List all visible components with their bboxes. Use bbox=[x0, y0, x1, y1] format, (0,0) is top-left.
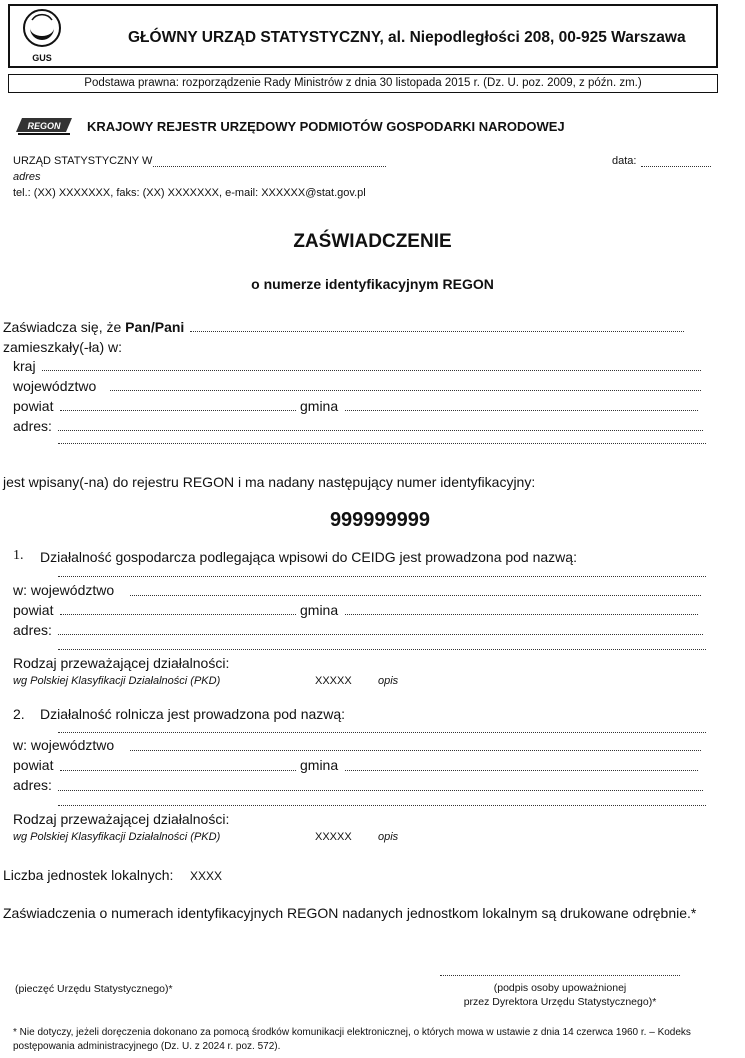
section2-address-dots-2 bbox=[58, 805, 706, 806]
section1-number: 1. bbox=[13, 548, 24, 563]
section2-name-dots bbox=[58, 732, 706, 733]
county-label: powiat bbox=[13, 398, 54, 414]
section2-county-dots bbox=[60, 770, 296, 771]
date-label: data: bbox=[612, 155, 637, 167]
certify-line bbox=[3, 319, 184, 335]
section2-county-label: powiat bbox=[13, 757, 54, 773]
section2-address-dots-1 bbox=[58, 790, 703, 791]
section1-voivodeship-label: w: województwo bbox=[13, 582, 115, 598]
section2-commune-label: gmina bbox=[300, 757, 339, 773]
commune-dots bbox=[345, 410, 698, 411]
section2-commune-dots bbox=[345, 770, 698, 771]
section2-title: Działalność rolnicza jest prowadzona pod nazwą: bbox=[40, 706, 346, 722]
office-contact: tel.: (XX) XXXXXXX, faks: (XX) XXXXXXX, e-mail: XXXXXX@stat.gov.pl bbox=[13, 187, 366, 199]
legal-basis: Podstawa prawna: rozporządzenie Rady Ministrów z dnia 30 listopada 2015 r. (Dz. U. poz. 2009, z późn. zm.) bbox=[8, 74, 718, 93]
signature-dots bbox=[440, 975, 680, 976]
address-dots-2 bbox=[58, 443, 706, 444]
section2-activity-label: Rodzaj przeważającej działalności: bbox=[13, 811, 230, 827]
local-units-value: XXXX bbox=[190, 869, 223, 883]
gus-logo bbox=[14, 6, 70, 64]
footnote-line-2: postępowania administracyjnego (Dz. U. z 2024 r. poz. 572). bbox=[13, 1041, 281, 1052]
section1-pkd-desc: opis bbox=[378, 675, 399, 687]
voivodeship-label: województwo bbox=[13, 378, 97, 394]
signature-line-2: przez Dyrektora Urzędu Statystycznego)* bbox=[463, 996, 657, 1008]
footnote-line-1: * Nie dotyczy, jeżeli doręczenia dokonano za pomocą środków komunikacji elektronicznej, o których mowa w ustawie z dnia 14 czerwca 1960 r. – Kodeks bbox=[13, 1027, 691, 1038]
section1-voivodeship-dots bbox=[130, 595, 701, 596]
office-label: URZĄD STATYSTYCZNY W bbox=[13, 155, 153, 167]
section1-pkd-label: wg Polskiej Klasyfikacji Działalności (PKD) bbox=[13, 675, 221, 687]
section2-address-label: adres: bbox=[13, 777, 52, 793]
office-dots bbox=[153, 166, 386, 167]
local-units-label: Liczba jednostek lokalnych: bbox=[3, 867, 174, 883]
local-units-note: Zaświadczenia o numerach identyfikacyjnych REGON nadanych jednostkom lokalnym są drukowane odrębnie.* bbox=[3, 905, 697, 921]
certify-bold: Pan/Pani bbox=[125, 319, 185, 335]
gus-logo-text: GUS bbox=[32, 53, 52, 63]
section1-commune-dots bbox=[345, 614, 698, 615]
register-title: KRAJOWY REJESTR URZĘDOWY PODMIOTÓW GOSPODARKI NARODOWEJ bbox=[87, 119, 565, 134]
section2-pkd-desc: opis bbox=[378, 831, 399, 843]
regon-logo bbox=[14, 114, 74, 138]
section1-address-dots-2 bbox=[58, 649, 706, 650]
section2-voivodeship-dots bbox=[130, 750, 701, 751]
country-label: kraj bbox=[13, 358, 36, 374]
section1-name-dots bbox=[58, 576, 706, 577]
country-dots bbox=[42, 370, 701, 371]
section1-title: Działalność gospodarcza podlegająca wpisowi do CEIDG jest prowadzona pod nazwą: bbox=[40, 549, 577, 565]
resident-label: zamieszkały(-ła) w: bbox=[3, 339, 123, 355]
document-subtitle: o numerze identyfikacyjnym REGON bbox=[251, 276, 494, 292]
registered-text: jest wpisany(-na) do rejestru REGON i ma nadany następujący numer identyfikacyjny: bbox=[3, 474, 536, 490]
section1-county-label: powiat bbox=[13, 602, 54, 618]
certify-prefix: Zaświadcza się, że bbox=[3, 319, 126, 335]
stamp-label: (pieczęć Urzędu Statystycznego)* bbox=[15, 983, 173, 995]
section2-pkd-code: XXXXX bbox=[315, 831, 352, 843]
section1-commune-label: gmina bbox=[300, 602, 339, 618]
regon-logo-text: REGON bbox=[27, 121, 61, 131]
office-address: adres bbox=[13, 171, 41, 183]
section1-county-dots bbox=[60, 614, 296, 615]
county-dots bbox=[60, 410, 296, 411]
voivodeship-dots bbox=[110, 390, 701, 391]
commune-label: gmina bbox=[300, 398, 339, 414]
section1-activity-label: Rodzaj przeważającej działalności: bbox=[13, 655, 230, 671]
header-title: GŁÓWNY URZĄD STATYSTYCZNY, al. Niepodległości 208, 00-925 Warszawa bbox=[128, 29, 686, 46]
regon-number: 999999999 bbox=[329, 509, 431, 531]
section2-pkd-label: wg Polskiej Klasyfikacji Działalności (PKD) bbox=[13, 831, 221, 843]
address-label: adres: bbox=[13, 418, 52, 434]
signature-line-1: (podpis osoby upoważnionej bbox=[493, 982, 627, 994]
section2-number: 2. bbox=[13, 706, 25, 722]
document-title: ZAŚWIADCZENIE bbox=[293, 231, 452, 252]
section1-address-dots-1 bbox=[58, 634, 703, 635]
date-dots bbox=[641, 166, 711, 167]
address-dots-1 bbox=[58, 430, 703, 431]
section2-voivodeship-label: w: województwo bbox=[13, 737, 115, 753]
section1-address-label: adres: bbox=[13, 622, 52, 638]
person-name-dots bbox=[190, 331, 684, 332]
section1-pkd-code: XXXXX bbox=[315, 675, 352, 687]
